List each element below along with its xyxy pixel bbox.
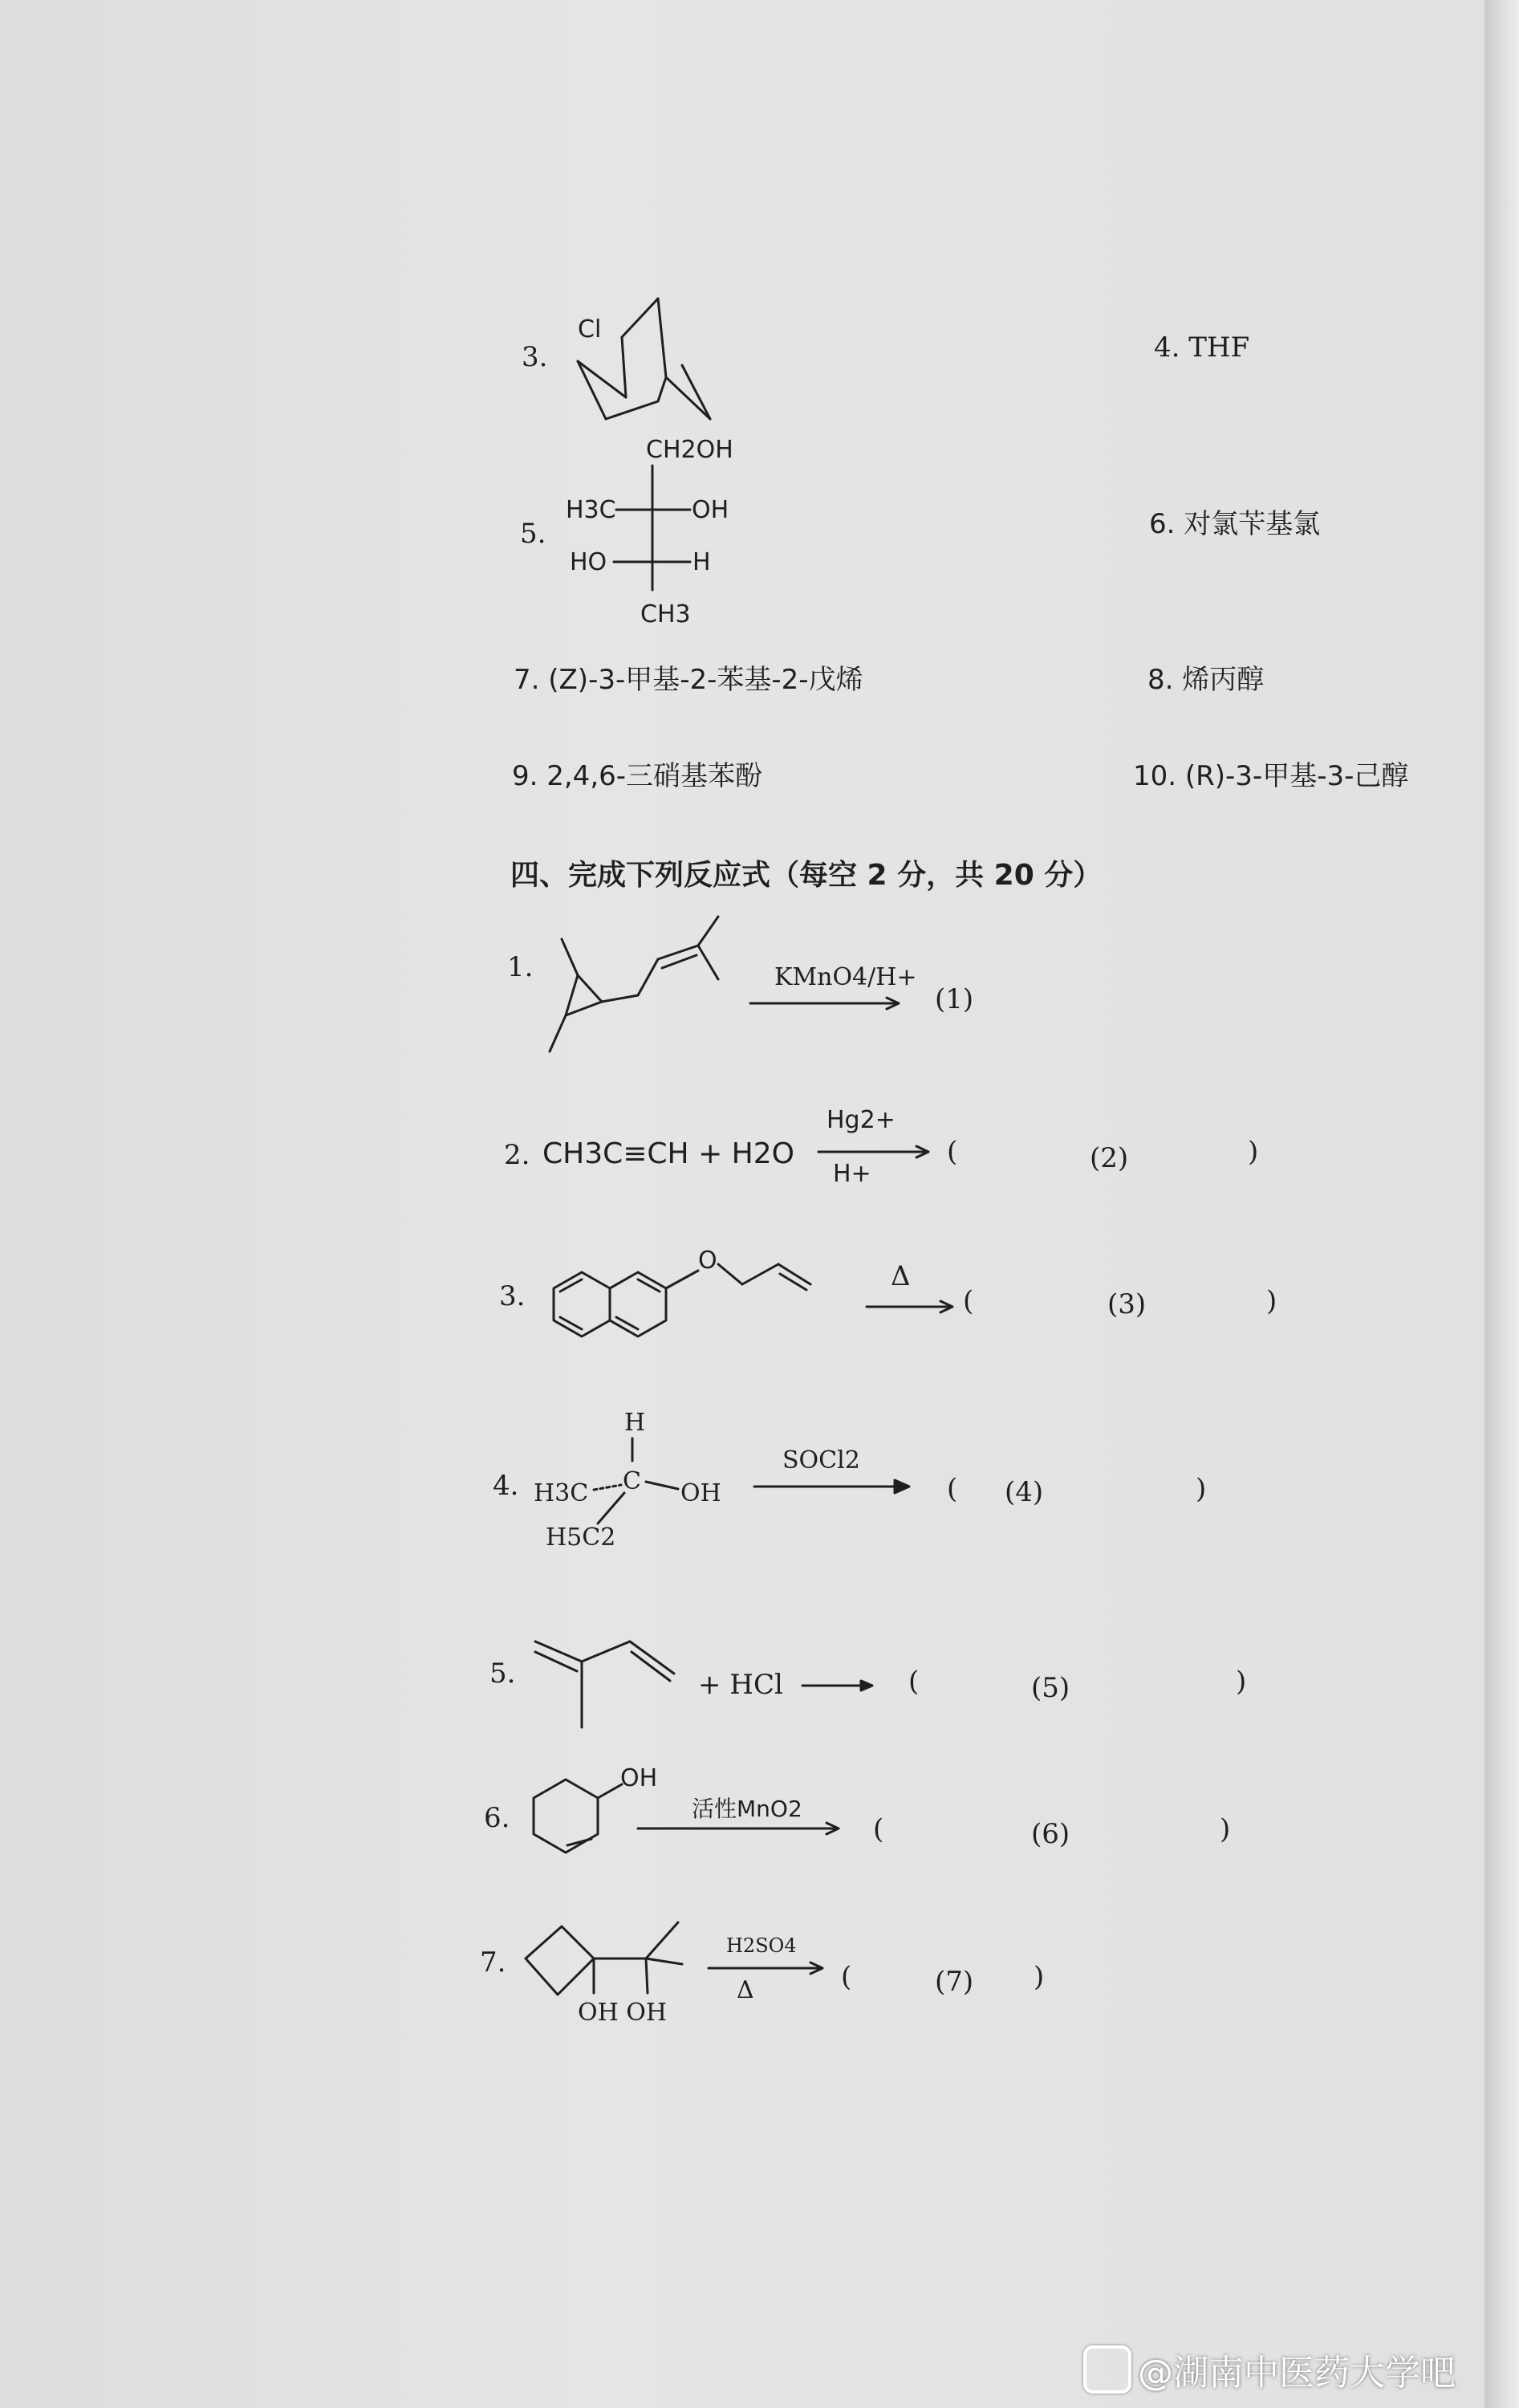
r6-number: 6. — [484, 1802, 510, 1834]
q5-fischer-projection — [562, 433, 754, 634]
r2-reactants: CH3C≡CH + H2O — [542, 1137, 794, 1170]
q5-h: H — [692, 548, 711, 576]
r5-blank: (5) — [1031, 1672, 1070, 1704]
r7-reagent-top: H2SO4 — [726, 1934, 797, 1957]
q8-name: 8. 烯丙醇 — [1147, 664, 1265, 696]
r7-arrow — [705, 1960, 829, 1976]
r4-c: C — [623, 1467, 641, 1495]
r4-reagent: SOCl2 — [782, 1446, 860, 1474]
watermark-text: @湖南中医药大学吧 — [1138, 2353, 1456, 2394]
r6-reagent: 活性MnO2 — [692, 1796, 802, 1822]
r4-number: 4. — [493, 1470, 519, 1502]
q5-oh: OH — [692, 496, 729, 524]
paper-edge — [1484, 0, 1519, 2408]
r2-number: 2. — [504, 1139, 530, 1171]
r4-arrow — [750, 1479, 915, 1495]
r1-reagent: KMnO4/H+ — [774, 963, 917, 991]
section4-header: 四、完成下列反应式（每空 2 分，共 20 分） — [510, 859, 1103, 892]
r1-number: 1. — [507, 951, 534, 983]
r2-reagent-top: Hg2+ — [827, 1106, 896, 1134]
q3-bicyclo-structure — [562, 289, 738, 433]
r1-cyclopropane-structure — [538, 915, 762, 1060]
r2-arrow — [814, 1144, 935, 1160]
r1-blank: (1) — [935, 983, 974, 1015]
r5-reagent: + HCl — [698, 1669, 783, 1701]
r4-chiral-alcohol — [530, 1405, 738, 1557]
r6-cyclohexenol — [518, 1762, 678, 1874]
r1-arrow — [746, 995, 907, 1011]
r3-blank: (3) — [1107, 1288, 1147, 1320]
r7-number: 7. — [480, 1946, 506, 1979]
q5-ch3: CH3 — [640, 600, 691, 628]
r3-arrow — [863, 1299, 959, 1315]
r3-reagent: Δ — [891, 1260, 911, 1292]
r5-arrow — [798, 1678, 879, 1694]
r5-isoprene — [526, 1629, 686, 1734]
q3-number: 3. — [522, 341, 548, 373]
r4-h3c: H3C — [534, 1479, 589, 1507]
r4-h: H — [624, 1409, 646, 1437]
r7-blank: (7) — [935, 1966, 974, 1998]
r4-h5c2: H5C2 — [546, 1523, 616, 1552]
q5-h3c: H3C — [566, 496, 616, 524]
tieba-logo-icon — [1083, 2345, 1131, 2394]
r7-oh-labels: OH OH — [578, 1999, 668, 2027]
r6-oh-label: OH — [620, 1764, 658, 1792]
r2-reagent-bottom: H+ — [833, 1160, 871, 1188]
r3-o-label: O — [698, 1247, 717, 1275]
r4-blank: (4) — [1005, 1476, 1044, 1508]
q3-cl-label: Cl — [578, 315, 602, 344]
r7-cyclobutyl-diol — [518, 1914, 702, 2043]
r6-arrow — [634, 1820, 847, 1837]
q5-number: 5. — [520, 518, 546, 550]
q6-name: 6. 对氯苄基氯 — [1149, 508, 1321, 540]
r2-blank: (2) — [1090, 1142, 1129, 1174]
r4-oh: OH — [680, 1479, 721, 1507]
q4-thf: 4. THF — [1154, 332, 1250, 364]
q7-name: 7. (Z)-3-甲基-2-苯基-2-戊烯 — [514, 664, 863, 696]
r6-blank: (6) — [1031, 1818, 1070, 1850]
r3-naphthyl-allyl-ether — [538, 1240, 843, 1361]
r3-number: 3. — [499, 1280, 526, 1312]
r5-number: 5. — [489, 1658, 516, 1690]
q5-ho: HO — [570, 548, 607, 576]
q9-name: 9. 2,4,6-三硝基苯酚 — [512, 760, 763, 792]
q5-ch2oh: CH2OH — [646, 436, 733, 464]
q10-name: 10. (R)-3-甲基-3-己醇 — [1133, 760, 1409, 792]
r7-reagent-bottom: Δ — [737, 1976, 754, 2004]
